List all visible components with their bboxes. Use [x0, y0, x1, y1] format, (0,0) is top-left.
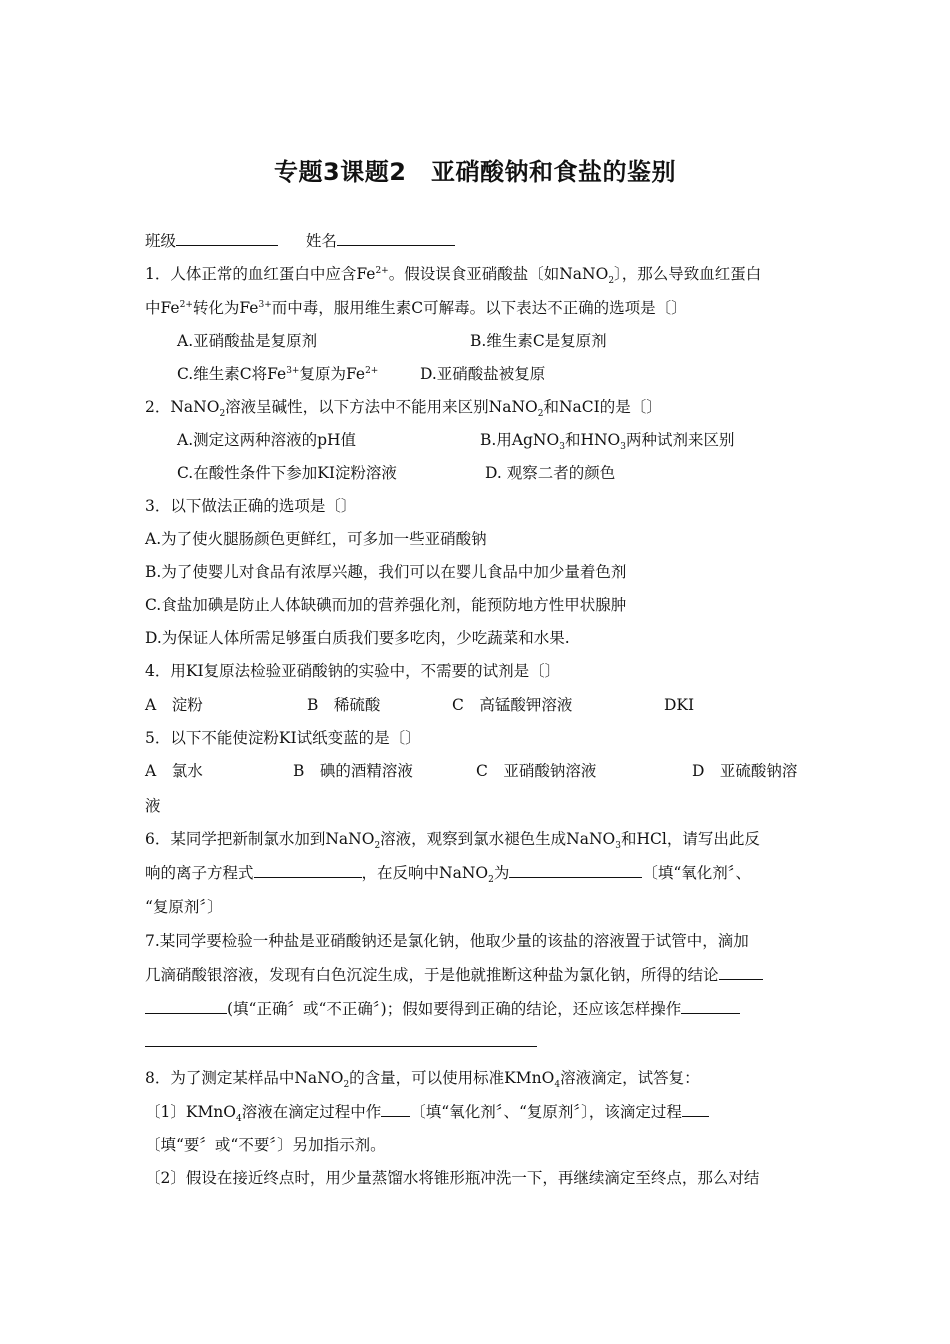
q2-option-d: D. 观察二者的颜色 — [485, 464, 616, 482]
q1-text: 中Fe — [145, 299, 180, 317]
q1-text: C.维生素C将Fe — [177, 365, 287, 383]
q7-text: 几滴硝酸银溶液，发现有白色沉淀生成，于是他就推断这种盐为氯化钠，所得的结论 — [145, 966, 719, 984]
q2-text: 和HNO — [564, 431, 621, 449]
q8-part1-line1 — [145, 1102, 709, 1125]
page-title: 专题3课题2 亚硝酸钠和食盐的鉴别 — [274, 158, 676, 186]
q6-sub: 2 — [488, 875, 494, 886]
q1-option-b: B.维生素C是复原剂 — [470, 332, 607, 350]
q3-option-c: C.食盐加碘是防止人体缺碘而加的营养强化剂，能预防地方性甲状腺肿 — [145, 596, 627, 614]
q7-operation-blank[interactable] — [681, 999, 740, 1014]
q6-text: 溶液，观察到氯水褪色生成NaNO — [380, 830, 616, 848]
q8-text: 的含量，可以使用标准KMnO — [349, 1069, 555, 1087]
q5-stem: 5．以下不能使淀粉KI试纸变蓝的是〔〕 — [145, 729, 421, 747]
q5-option-a: A 氯水 — [145, 762, 203, 780]
q8-text: 溶液在滴定过程中作 — [241, 1103, 382, 1121]
q1-text: 转化为Fe — [192, 299, 259, 317]
q8-sub: 2 — [343, 1080, 350, 1091]
q1-sup: 2+ — [365, 365, 379, 376]
q4-stem: 4．用KI复原法检验亚硝酸钠的实验中，不需要的试剂是〔〕 — [145, 662, 561, 680]
q8-role-blank[interactable] — [381, 1102, 410, 1117]
q6-line1 — [145, 829, 760, 852]
student-info-line — [145, 231, 455, 251]
q7-line3 — [145, 999, 740, 1019]
q2-text: 2．NaNO — [145, 398, 220, 416]
q6-line2 — [145, 863, 752, 886]
class-label: 班级 — [145, 232, 177, 250]
q1-option-a: A.亚硝酸盐是复原剂 — [177, 332, 318, 350]
q8-stem — [145, 1068, 700, 1091]
q6-role-blank[interactable] — [509, 863, 642, 878]
class-blank[interactable] — [176, 231, 278, 246]
q8-text: 溶液滴定，试答复： — [560, 1069, 700, 1087]
q6-text: 6．某同学把新制氯水加到NaNO — [145, 830, 375, 848]
q7-line4 — [145, 1032, 537, 1052]
q1-sup: 2+ — [179, 299, 193, 310]
q2-text: 和NaCI的是〔〕 — [543, 398, 662, 416]
q1-text: 。假设误食亚硝酸盐〔如NaNO — [388, 265, 609, 283]
q3-option-a: A.为了使火腿肠颜色更鲜红，可多加一些亚硝酸钠 — [145, 530, 487, 548]
q7-line1: 7.某同学要检验一种盐是亚硝酸钠还是氯化钠，他取少量的该盐的溶液置于试管中，滴加 — [145, 932, 749, 950]
q1-text: 复原为Fe — [299, 365, 366, 383]
q7-conclusion-blank-start[interactable] — [719, 965, 763, 980]
q4-option-b: B 稀硫酸 — [307, 696, 381, 714]
q7-operation-blank-cont[interactable] — [145, 1032, 537, 1047]
q2-sub: 2 — [219, 409, 226, 420]
q2-text: 两种试剂来区别 — [625, 431, 735, 449]
q4-option-d: DKI — [664, 696, 695, 714]
q1-sup: 3+ — [258, 299, 272, 310]
q1-text: 〕，那么导致血红蛋白 — [614, 265, 762, 283]
q2-sub: 3 — [620, 442, 626, 453]
q8-part2-line1: 〔2〕假设在接近终点时，用少量蒸馏水将锥形瓶冲洗一下，再继续滴定至终点，那么对结 — [145, 1169, 760, 1187]
q6-text: 〔填“氧化剂〞、 — [642, 864, 752, 882]
q1-line1 — [145, 264, 762, 287]
q1-option-c — [177, 364, 378, 384]
q5-option-c: C 亚硝酸钠溶液 — [476, 762, 597, 780]
q7-line2 — [145, 965, 763, 985]
q2-text: 溶液呈碱性，以下方法中不能用来区别NaNO — [225, 398, 538, 416]
q2-stem — [145, 397, 662, 420]
q6-text: 响的离子方程式 — [145, 864, 254, 882]
q1-option-d: D.亚硝酸盐被复原 — [420, 365, 546, 383]
q8-part1-line2: 〔填“要〞或“不要〞〕另加指示剂。 — [145, 1136, 386, 1154]
q1-text: 1．人体正常的血红蛋白中应含Fe — [145, 265, 376, 283]
name-label: 姓名 — [305, 232, 337, 250]
q6-sub: 3 — [615, 841, 621, 852]
q2-option-a: A.测定这两种溶液的pH值 — [177, 431, 357, 449]
q8-sub: 4 — [554, 1080, 561, 1091]
q8-text: 8．为了测定某样品中NaNO — [145, 1069, 344, 1087]
q1-sup: 3+ — [286, 365, 300, 376]
q2-text: B.用AgNO — [480, 431, 560, 449]
q2-option-b — [480, 430, 735, 453]
q7-conclusion-blank[interactable] — [145, 999, 227, 1014]
q2-sub: 3 — [559, 442, 565, 453]
q6-text: 为 — [493, 864, 510, 882]
q2-sub: 2 — [537, 409, 544, 420]
q6-sub: 2 — [374, 841, 381, 852]
q3-option-b: B.为了使婴儿对食品有浓厚兴趣，我们可以在婴儿食品中加少量着色剂 — [145, 563, 627, 581]
q6-line3: “复原剂〞〕 — [145, 898, 223, 916]
q8-text: 〔填“氧化剂〞、“复原剂〞〕，该滴定过程 — [410, 1103, 682, 1121]
q1-line2 — [145, 298, 687, 318]
q4-option-c: C 高锰酸钾溶液 — [452, 696, 573, 714]
q1-sup: 2+ — [375, 265, 389, 276]
q8-text: 〔1〕KMnO — [145, 1103, 237, 1121]
q6-text: ，在反响中NaNO — [361, 864, 489, 882]
q2-option-c: C.在酸性条件下参加KI淀粉溶液 — [177, 464, 397, 482]
q1-sub: 2 — [608, 276, 615, 287]
q4-option-a: A 淀粉 — [145, 696, 203, 714]
q5-option-b: B 碘的酒精溶液 — [293, 762, 413, 780]
q3-option-d: D.为保证人体所需足够蛋白质我们要多吃肉，少吃蔬菜和水果. — [145, 629, 570, 647]
q5-option-d-continued: 液 — [145, 797, 161, 815]
q1-text: 而中毒，服用维生素C可解毒。以下表达不正确的选项是〔〕 — [271, 299, 687, 317]
q6-equation-blank[interactable] — [254, 863, 362, 878]
name-blank[interactable] — [337, 231, 455, 246]
q5-option-d: D 亚硫酸钠溶 — [692, 762, 798, 780]
q8-sub: 4 — [236, 1114, 242, 1125]
q8-indicator-blank[interactable] — [682, 1102, 709, 1117]
q3-stem: 3．以下做法正确的选项是〔〕 — [145, 497, 357, 515]
q7-text: (填“正确〞或“不正确〞)；假如要得到正确的结论，还应该怎样操作 — [227, 1000, 682, 1018]
q6-text: 和HCl，请写出此反 — [620, 830, 760, 848]
